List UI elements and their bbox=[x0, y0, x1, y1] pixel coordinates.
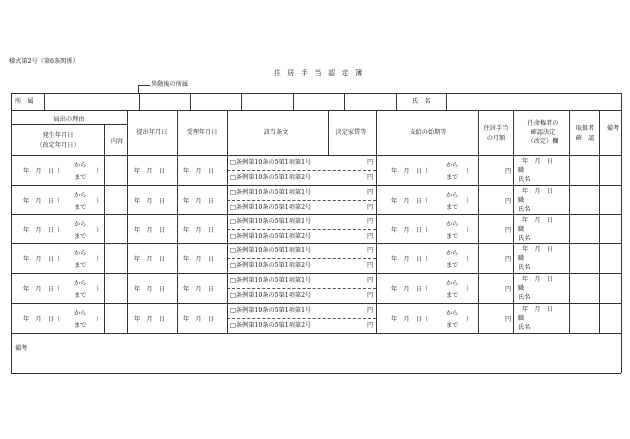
row-payment-close: ） bbox=[466, 227, 473, 234]
row-monthly-yen: 円 bbox=[505, 286, 512, 293]
row-occurrence-close: ） bbox=[96, 286, 103, 293]
row-article-divider bbox=[227, 258, 376, 259]
row-receipt-date: 年 月 日 bbox=[183, 256, 214, 263]
col-divider-receipt bbox=[177, 110, 178, 333]
header-content: 内容 bbox=[110, 138, 124, 145]
row-auth-date: 年 月 日 bbox=[522, 217, 553, 224]
row-submission-date: 年 月 日 bbox=[134, 286, 165, 293]
row-payment-date: 年 月 日（ bbox=[391, 227, 429, 234]
row-article-divider bbox=[227, 229, 376, 230]
row-bottom bbox=[11, 243, 621, 244]
row-submission-date: 年 月 日 bbox=[134, 227, 165, 234]
row-submission-date: 年 月 日 bbox=[134, 316, 165, 323]
row-occurrence-close: ） bbox=[96, 168, 103, 175]
row-yen-2: 円 bbox=[367, 322, 374, 329]
row-receipt-date: 年 月 日 bbox=[183, 198, 214, 205]
header-handler-2: 確 認 bbox=[575, 135, 595, 142]
row-occurrence-from: から bbox=[74, 280, 87, 287]
row-payment-from: から bbox=[446, 280, 459, 287]
row-payment-to: まで bbox=[446, 174, 459, 181]
header-authority-2: 確認決定 bbox=[530, 129, 556, 136]
header-reason: 届出の理由 bbox=[53, 116, 85, 123]
row-article-1: □条例第10条の5第1項第1号 bbox=[230, 218, 312, 225]
row-auth-title: 職 bbox=[518, 167, 525, 174]
row-yen-1: 円 bbox=[367, 218, 374, 225]
row-auth-date: 年 月 日 bbox=[522, 306, 553, 313]
row-auth-title: 職 bbox=[518, 285, 525, 292]
row-yen-2: 円 bbox=[367, 174, 374, 181]
col-divider-authority bbox=[513, 110, 514, 333]
row-auth-name: 氏名 bbox=[518, 176, 531, 183]
row-payment-close: ） bbox=[466, 286, 473, 293]
header-handler-1: 取扱者 bbox=[575, 125, 595, 132]
affiliation-cell-divider bbox=[293, 93, 294, 110]
row-auth-title: 職 bbox=[518, 315, 525, 322]
affiliation-cell-divider bbox=[446, 93, 447, 110]
col-divider-remarks bbox=[599, 110, 600, 333]
name-label: 氏 名 bbox=[412, 98, 431, 105]
table-right-border bbox=[621, 93, 622, 373]
row-bottom bbox=[11, 214, 621, 215]
row-occurrence-close: ） bbox=[96, 227, 103, 234]
row-receipt-date: 年 月 日 bbox=[183, 227, 214, 234]
header-submission-date: 提出年月日 bbox=[136, 129, 168, 136]
row-occurrence-to: まで bbox=[74, 322, 87, 329]
row-receipt-date: 年 月 日 bbox=[183, 316, 214, 323]
header-revision-date: （改定年月日） bbox=[36, 142, 80, 149]
affiliation-note-leader bbox=[138, 85, 150, 86]
row-payment-to: まで bbox=[446, 322, 459, 329]
header-authority-3: （改定）欄 bbox=[527, 138, 559, 145]
header-bottom bbox=[11, 155, 621, 156]
row-payment-from: から bbox=[446, 162, 459, 169]
row-yen-1: 円 bbox=[367, 189, 374, 196]
row-article-1: □条例第10条の5第1項第1号 bbox=[230, 277, 312, 284]
row-payment-close: ） bbox=[466, 316, 473, 323]
row-payment-date: 年 月 日（ bbox=[391, 316, 429, 323]
row-bottom bbox=[11, 185, 621, 186]
row-auth-name: 氏名 bbox=[518, 235, 531, 242]
row-monthly-yen: 円 bbox=[505, 227, 512, 234]
header-authority-1: 任命権者の bbox=[527, 120, 559, 127]
row-auth-date: 年 月 日 bbox=[522, 158, 553, 165]
row-article-1: □条例第10条の5第1項第1号 bbox=[230, 307, 312, 314]
col-divider-rent-head bbox=[328, 110, 329, 155]
row-auth-date: 年 月 日 bbox=[522, 188, 553, 195]
col-divider-handler bbox=[569, 110, 570, 333]
row-article-divider bbox=[227, 318, 376, 319]
row-auth-name: 氏名 bbox=[518, 294, 531, 301]
affiliation-cell-divider bbox=[190, 93, 191, 110]
row-occurrence-date: 年 月 日（ bbox=[23, 256, 61, 263]
row-payment-from: から bbox=[446, 310, 459, 317]
row-payment-to: まで bbox=[446, 204, 459, 211]
header-receipt-date: 受理年月日 bbox=[186, 129, 218, 136]
row-article-2: □条例第10条の5第1項第2号 bbox=[230, 262, 312, 269]
header-applicable-article: 該当条文 bbox=[263, 129, 289, 136]
row-monthly-yen: 円 bbox=[505, 198, 512, 205]
row-article-1: □条例第10条の5第1項第1号 bbox=[230, 189, 312, 196]
row-payment-to: まで bbox=[446, 262, 459, 269]
row-payment-close: ） bbox=[466, 256, 473, 263]
row-yen-2: 円 bbox=[367, 204, 374, 211]
col-divider-article bbox=[227, 110, 228, 333]
row-article-divider bbox=[227, 288, 376, 289]
row-occurrence-date: 年 月 日（ bbox=[23, 227, 61, 234]
affiliation-row-bottom bbox=[11, 110, 621, 111]
col-divider-submission bbox=[127, 110, 128, 333]
row-yen-2: 円 bbox=[367, 233, 374, 240]
row-payment-date: 年 月 日（ bbox=[391, 286, 429, 293]
row-article-2: □条例第10条の5第1項第2号 bbox=[230, 204, 312, 211]
row-occurrence-from: から bbox=[74, 310, 87, 317]
row-occurrence-close: ） bbox=[96, 198, 103, 205]
row-occurrence-to: まで bbox=[74, 174, 87, 181]
affiliation-cell-divider bbox=[241, 93, 242, 110]
row-payment-from: から bbox=[446, 221, 459, 228]
row-yen-1: 円 bbox=[367, 307, 374, 314]
row-monthly-yen: 円 bbox=[505, 256, 512, 263]
row-occurrence-date: 年 月 日（ bbox=[23, 316, 61, 323]
row-occurrence-from: から bbox=[74, 162, 87, 169]
row-occurrence-to: まで bbox=[74, 233, 87, 240]
reason-header-divider bbox=[11, 124, 127, 125]
row-submission-date: 年 月 日 bbox=[134, 168, 165, 175]
row-payment-close: ） bbox=[466, 198, 473, 205]
row-auth-name: 氏名 bbox=[518, 324, 531, 331]
row-yen-2: 円 bbox=[367, 262, 374, 269]
row-auth-title: 職 bbox=[518, 255, 525, 262]
footer-remarks-label: 備考 bbox=[15, 345, 28, 352]
header-payment-start: 支給の始期等 bbox=[409, 129, 447, 136]
row-article-divider bbox=[227, 200, 376, 201]
row-occurrence-close: ） bbox=[96, 316, 103, 323]
row-occurrence-to: まで bbox=[74, 204, 87, 211]
row-auth-title: 職 bbox=[518, 226, 525, 233]
row-receipt-date: 年 月 日 bbox=[183, 168, 214, 175]
row-bottom bbox=[11, 273, 621, 274]
row-bottom bbox=[11, 303, 621, 304]
header-occurrence-date: 発生年月日 bbox=[42, 132, 74, 139]
row-yen-1: 円 bbox=[367, 277, 374, 284]
row-submission-date: 年 月 日 bbox=[134, 198, 165, 205]
affiliation-cell-divider bbox=[139, 93, 140, 110]
row-payment-to: まで bbox=[446, 292, 459, 299]
row-auth-name: 氏名 bbox=[518, 264, 531, 271]
affiliation-label: 所 属 bbox=[15, 98, 34, 105]
row-payment-close: ） bbox=[466, 168, 473, 175]
table-bottom-border bbox=[11, 373, 621, 374]
row-article-2: □条例第10条の5第1項第2号 bbox=[230, 292, 312, 299]
row-monthly-yen: 円 bbox=[505, 316, 512, 323]
header-monthly-allowance-1: 住居手当 bbox=[483, 125, 509, 132]
affiliation-cell-divider bbox=[396, 93, 397, 110]
row-occurrence-from: から bbox=[74, 221, 87, 228]
header-fixed-rent: 決定家賃等 bbox=[335, 129, 367, 136]
affiliation-note: 異動後の所属 bbox=[151, 81, 189, 88]
table-left-border bbox=[11, 93, 12, 373]
row-payment-from: から bbox=[446, 192, 459, 199]
row-payment-date: 年 月 日（ bbox=[391, 168, 429, 175]
affiliation-cell-divider bbox=[344, 93, 345, 110]
row-auth-date: 年 月 日 bbox=[522, 246, 553, 253]
row-payment-date: 年 月 日（ bbox=[391, 198, 429, 205]
header-monthly-allowance-2: の月額 bbox=[486, 135, 506, 142]
affiliation-cell-divider bbox=[44, 93, 45, 110]
page-title: 住 居 手 当 認 定 簿 bbox=[273, 69, 363, 77]
row-bottom bbox=[11, 333, 621, 334]
row-payment-to: まで bbox=[446, 233, 459, 240]
row-article-1: □条例第10条の5第1項第1号 bbox=[230, 247, 312, 254]
row-yen-1: 円 bbox=[367, 159, 374, 166]
row-yen-2: 円 bbox=[367, 292, 374, 299]
row-occurrence-to: まで bbox=[74, 262, 87, 269]
row-auth-name: 氏名 bbox=[518, 206, 531, 213]
col-divider-content bbox=[104, 124, 105, 333]
row-occurrence-date: 年 月 日（ bbox=[23, 168, 61, 175]
row-occurrence-from: から bbox=[74, 250, 87, 257]
row-article-1: □条例第10条の5第1項第1号 bbox=[230, 159, 312, 166]
row-article-2: □条例第10条の5第1項第2号 bbox=[230, 233, 312, 240]
row-auth-title: 職 bbox=[518, 197, 525, 204]
row-occurrence-to: まで bbox=[74, 292, 87, 299]
row-receipt-date: 年 月 日 bbox=[183, 286, 214, 293]
form-label: 様式第2号（第6条関係） bbox=[9, 58, 79, 65]
col-divider-payment bbox=[376, 110, 377, 333]
row-yen-1: 円 bbox=[367, 247, 374, 254]
row-article-2: □条例第10条の5第1項第2号 bbox=[230, 174, 312, 181]
row-occurrence-from: から bbox=[74, 192, 87, 199]
row-payment-from: から bbox=[446, 250, 459, 257]
row-occurrence-date: 年 月 日（ bbox=[23, 198, 61, 205]
row-auth-date: 年 月 日 bbox=[522, 276, 553, 283]
row-payment-date: 年 月 日（ bbox=[391, 256, 429, 263]
row-submission-date: 年 月 日 bbox=[134, 256, 165, 263]
header-remarks: 備考 bbox=[606, 125, 620, 132]
row-occurrence-close: ） bbox=[96, 256, 103, 263]
table-top-border bbox=[11, 93, 621, 94]
row-article-divider bbox=[227, 170, 376, 171]
row-monthly-yen: 円 bbox=[505, 168, 512, 175]
col-divider-allowance bbox=[478, 110, 479, 333]
row-article-2: □条例第10条の5第1項第2号 bbox=[230, 322, 312, 329]
row-occurrence-date: 年 月 日（ bbox=[23, 286, 61, 293]
